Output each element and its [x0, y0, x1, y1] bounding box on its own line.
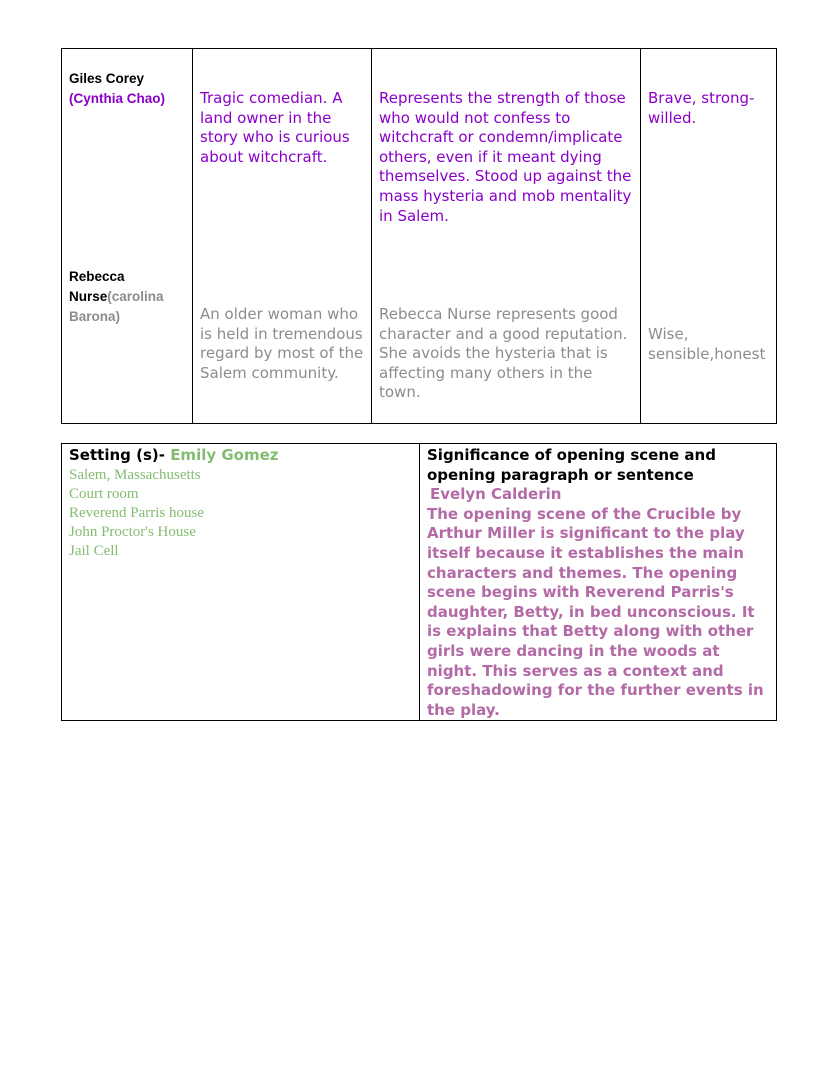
opening-heading: Significance of opening scene and opening paragraph or sentence [427, 446, 716, 484]
setting-heading: Setting (s)- Emily Gomez [69, 446, 279, 464]
character-name-1: Giles Corey (Cynthia Chao) [69, 69, 186, 109]
setting-item: Reverend Parris house [69, 504, 204, 521]
character-name-cell [62, 49, 193, 424]
setting-author: Emily Gomez [170, 446, 279, 464]
character-description-1: Tragic comedian. A land owner in the story who is curious about witchcraft. [200, 89, 350, 166]
opening-cell [420, 444, 777, 721]
setting-item: John Proctor's House [69, 523, 196, 540]
character-traits-2: Wise, sensible,honest [648, 325, 766, 363]
character-traits-1: Brave, strong-willed. [648, 89, 755, 127]
character-student-2: (carolina Barona) [69, 289, 164, 324]
character-table [61, 48, 777, 424]
setting-item: Court room [69, 485, 139, 502]
setting-item: Jail Cell [69, 542, 119, 559]
character-significance-1: Represents the strength of those who would not confess to witchcraft or condemn/implicate others, even if it meant dying themselves. Stood up against the mass hysteria and mob mentality in Salem. [379, 89, 632, 225]
setting-cell [62, 444, 420, 721]
setting-item: Salem, Massachusetts [69, 466, 201, 483]
table-row [62, 49, 777, 424]
setting-opening-table [61, 443, 777, 721]
character-description-cell [193, 49, 372, 424]
table-row [62, 444, 777, 721]
opening-text: The opening scene of the Crucible by Arthur Miller is significant to the play itself because it establishes the main characters and themes. The opening scene begins with Reverend Parris's daughter, Betty, in bed unconscious. It is explains that Betty along with other girls were dancing in the woods at night. This serves as a context and foreshadowing for the further events in the play. [427, 504, 764, 719]
character-significance-cell [372, 49, 641, 424]
character-description-2: An older woman who is held in tremendous regard by most of the Salem community. [200, 305, 364, 382]
character-name-2: Rebecca Nurse(carolina Barona) [69, 269, 164, 324]
character-significance-2: Rebecca Nurse represents good character and a good reputation. She avoids the hysteria that is affecting many others in the town. [379, 305, 628, 402]
character-traits-cell [641, 49, 777, 424]
character-student-1: (Cynthia Chao) [69, 91, 165, 106]
opening-author: Evelyn Calderin [430, 485, 562, 504]
